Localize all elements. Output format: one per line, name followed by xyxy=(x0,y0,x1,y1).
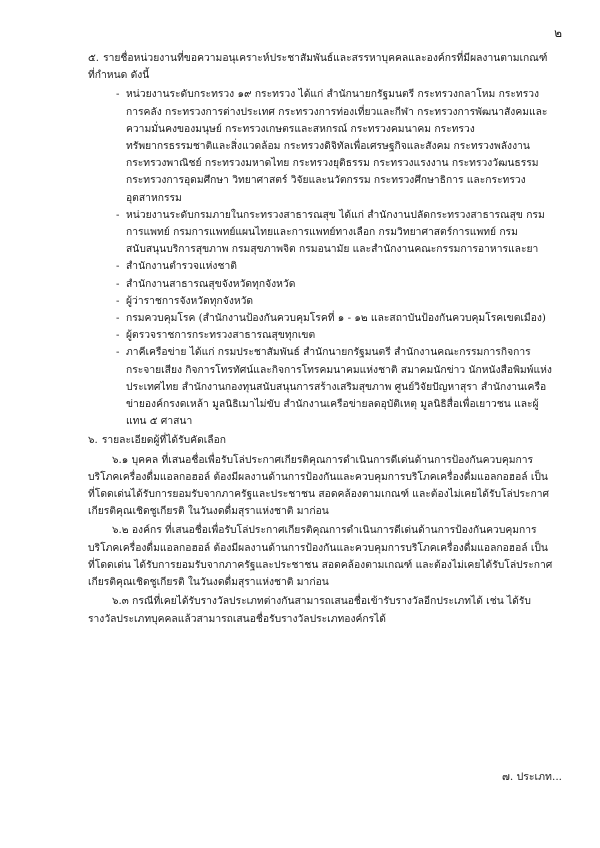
list-item: - ผู้ว่าราชการจังหวัดทุกจังหวัด xyxy=(116,293,554,310)
paragraph-6-3-block xyxy=(88,593,554,627)
list-item: - ภาคีเครือข่าย ได้แก่ กรมประชาสัมพันธ์ สำนักนายกรัฐมนตรี สำนักงานคณะกรรมการกิจการกระจายเสียง กิจการโทรทัศน์และกิจการโทรคมนาคมแห่งชาติ สมาคมนักข่าว นักหนังสือพิมพ์แห่งประเทศไทย สำนักงานกองทุนสนับสนุนการสร้างเสริมสุขภาพ ศูนย์วิจัยปัญหาสุรา สำนักงานเครือข่ายองค์กรงดเหล้า มูลนิธิเมาไม่ขับ สำนักงานเครือข่ายลดอุบัติเหตุ มูลนิธิสื่อเพื่อเยาวชน และผู้แทน ๕ ศาสนา xyxy=(116,344,554,430)
paragraph-6-3: ๖.๓ กรณีที่เคยได้รับรางวัลประเภทต่างกันสามารถเสนอชื่อเข้ารับรางวัลอีกประเภทได้ เช่น ได้รับรางวัลประเภทบุคคลแล้วสามารถเสนอชื่อรับรางวัลประเภทองค์กรได้ xyxy=(88,595,531,625)
list-item: - สำนักงานสาธารณสุขจังหวัดทุกจังหวัด xyxy=(116,276,554,293)
section-6-number: ๖. xyxy=(88,434,98,447)
paragraph-6-1: ๖.๑ บุคคล ที่เสนอชื่อเพื่อรับโล่ประกาศเกียรติคุณการดำเนินการดีเด่นด้านการป้องกันควบคุมการบริโภคเครื่องดื่มแอลกอฮอล์ ต้องมีผลงานด้านการป้องกันและควบคุมการบริโภคเครื่องดื่มแอลกอฮอล์ เป็นที่โดดเด่นได้รับการยอมรับจากภาครัฐและประชาชน สอดคล้องตามเกณฑ์ และต้องไม่เคยได้รับโล่ประกาศเกียรติคุณเชิดชูเกียรติ ในวันงดดื่มสุราแห่งชาติ มาก่อน xyxy=(88,453,550,518)
document-body xyxy=(88,50,554,630)
next-page-indicator: ๗. ประเภท... xyxy=(502,771,562,783)
list-item: - ผู้ตรวจราชการกระทรวงสาธารณสุขทุกเขต xyxy=(116,327,554,344)
list-item: - กรมควบคุมโรค (สำนักงานป้องกันควบคุมโรคที่ ๑ - ๑๒ และสถาบันป้องกันควบคุมโรคเขตเมือง) xyxy=(116,310,554,327)
page-number: ๒ xyxy=(554,26,562,40)
section-5-number: ๕. xyxy=(88,52,100,64)
section-5-heading xyxy=(88,50,554,84)
section-6 xyxy=(88,432,554,627)
list-item: - หน่วยงานระดับกรมภายในกระทรวงสาธารณสุข ได้แก่ สำนักงานปลัดกระทรวงสาธารณสุข กรมการแพทย์ กรมการแพทย์แผนไทยและการแพทย์ทางเลือก กรมวิทยาศาสตร์การแพทย์ กรมสนับสนุนบริการสุขภาพ กรมสุขภาพจิต กรมอนามัย และสำนักงานคณะกรรมการอาหารและยา xyxy=(116,207,554,259)
list-item: - หน่วยงานระดับกระทรวง ๑๙ กระทรวง ได้แก่ สำนักนายกรัฐมนตรี กระทรวงกลาโหม กระทรวงการคลัง กระทรวงการต่างประเทศ กระทรวงการท่องเที่ยวและกีฬา กระทรวงการพัฒนาสังคมและความมั่นคงของมนุษย์ กระทรวงเกษตรและสหกรณ์ กระทรวงคมนาคม กระทรวงทรัพยากรธรรมชาติและสิ่งแวดล้อม กระทรวงดิจิทัลเพื่อเศรษฐกิจและสังคม กระทรวงพลังงาน กระทรวงพาณิชย์ กระทรวงมหาดไทย กระทรวงยุติธรรม กระทรวงแรงงาน กระทรวงวัฒนธรรม กระทรวงการอุดมศึกษา วิทยาศาสตร์ วิจัยและนวัตกรรม กระทรวงศึกษาธิการ และกระทรวงอุตสาหกรรม xyxy=(116,86,554,206)
paragraph-6-1-block xyxy=(88,452,554,521)
list-item: - สำนักงานตำรวจแห่งชาติ xyxy=(116,258,554,275)
section-6-title: รายละเอียดผู้ที่ได้รับคัดเลือก xyxy=(101,434,226,447)
agency-list xyxy=(88,86,554,430)
section-6-heading xyxy=(88,432,554,449)
paragraph-6-2: ๖.๒ องค์กร ที่เสนอชื่อเพื่อรับโล่ประกาศเกียรติคุณการดำเนินการดีเด่นด้านการป้องกันควบคุมการบริโภคเครื่องดื่มแอลกอฮอล์ ต้องมีผลงานด้านการป้องกันและควบคุมการบริโภคเครื่องดื่มแอลกอฮอล์ เป็นที่โดดเด่น ได้รับการยอมรับจากภาครัฐและประชาชน สอดคล้องตามเกณฑ์ และต้องไม่เคยได้รับโล่ประกาศเกียรติคุณเชิดชูเกียรติ ในวันงดดื่มสุราแห่งชาติ มาก่อน xyxy=(88,524,553,589)
paragraph-6-2-block xyxy=(88,522,554,591)
section-5 xyxy=(88,50,554,430)
section-5-title: รายชื่อหน่วยงานที่ขอความอนุเคราะห์ประชาสัมพันธ์และสรรหาบุคคลและองค์กรที่มีผลงานตามเกณฑ์ ที่กำหนด ดังนี้ xyxy=(88,52,548,82)
